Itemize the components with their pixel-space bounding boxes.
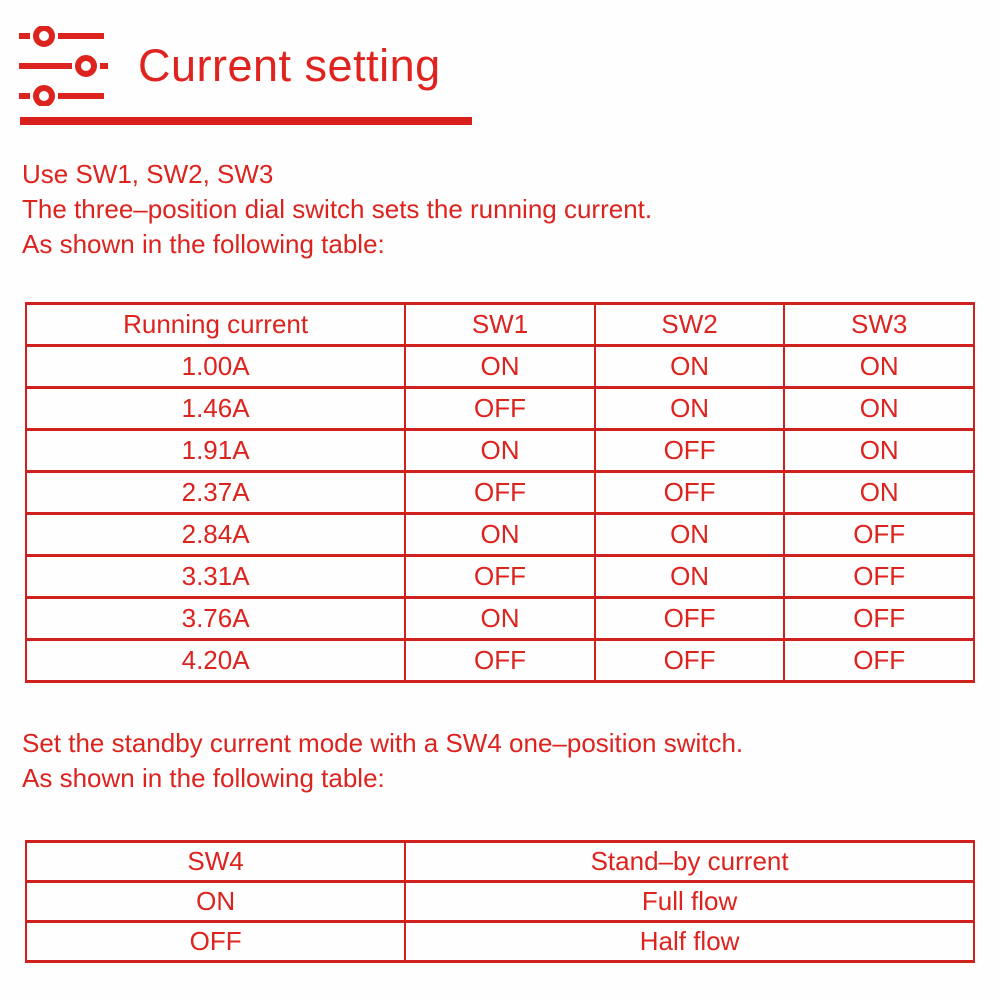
header-cell: Stand–by current (405, 842, 974, 882)
header-cell: SW2 (595, 304, 785, 346)
table-cell: OFF (784, 514, 974, 556)
table-cell: ON (595, 556, 785, 598)
table-cell: ON (405, 346, 595, 388)
table-row (26, 346, 974, 388)
table-cell: 2.37A (26, 472, 405, 514)
table-cell: OFF (595, 640, 785, 682)
table-cell: 1.00A (26, 346, 405, 388)
table-cell: ON (26, 882, 405, 922)
standby-current-intro (22, 726, 743, 796)
intro-line-3: As shown in the following table: (22, 229, 385, 259)
table-cell: OFF (784, 640, 974, 682)
table-header-row (26, 842, 974, 882)
header-cell: Running current (26, 304, 405, 346)
table-cell: ON (595, 388, 785, 430)
table-row (26, 556, 974, 598)
table-row (26, 882, 974, 922)
title-underline (20, 117, 472, 125)
table-cell: ON (784, 430, 974, 472)
table-header-row (26, 304, 974, 346)
table-cell: OFF (784, 598, 974, 640)
standby-intro-line-1: Set the standby current mode with a SW4 one–position switch. (22, 728, 744, 758)
intro-line-1: Use SW1, SW2, SW3 (22, 159, 274, 189)
table-cell: Full flow (405, 882, 974, 922)
table-row (26, 598, 974, 640)
header-cell: SW3 (784, 304, 974, 346)
header-cell: SW1 (405, 304, 595, 346)
table-row (26, 514, 974, 556)
table-cell: ON (405, 598, 595, 640)
table-cell: ON (595, 514, 785, 556)
table-cell: 2.84A (26, 514, 405, 556)
table-row (26, 472, 974, 514)
table-cell: ON (784, 388, 974, 430)
running-current-intro (22, 157, 652, 262)
table-cell: OFF (405, 388, 595, 430)
intro-line-2: The three–position dial switch sets the running current. (22, 194, 653, 224)
table-cell: ON (784, 346, 974, 388)
table-cell: OFF (26, 922, 405, 962)
table-cell: ON (405, 430, 595, 472)
table-cell: 1.46A (26, 388, 405, 430)
table-cell: ON (784, 472, 974, 514)
table-cell: OFF (595, 430, 785, 472)
header-cell: SW4 (26, 842, 405, 882)
running-current-table (25, 302, 975, 683)
table-cell: Half flow (405, 922, 974, 962)
table-cell: 4.20A (26, 640, 405, 682)
table-cell: 3.31A (26, 556, 405, 598)
table-row (26, 922, 974, 962)
table-cell: OFF (595, 472, 785, 514)
standby-intro-line-2: As shown in the following table: (22, 763, 385, 793)
table-cell: OFF (595, 598, 785, 640)
sliders-icon (18, 26, 108, 106)
table-cell: OFF (405, 556, 595, 598)
running-current-table-body (26, 346, 974, 682)
table-cell: OFF (405, 640, 595, 682)
standby-current-table (25, 840, 975, 963)
table-row (26, 430, 974, 472)
table-cell: ON (595, 346, 785, 388)
table-row (26, 640, 974, 682)
table-cell: OFF (784, 556, 974, 598)
table-cell: 3.76A (26, 598, 405, 640)
table-cell: ON (405, 514, 595, 556)
table-row (26, 388, 974, 430)
standby-current-table-body (26, 882, 974, 962)
table-cell: OFF (405, 472, 595, 514)
table-cell: 1.91A (26, 430, 405, 472)
page-title: Current setting (138, 40, 441, 91)
